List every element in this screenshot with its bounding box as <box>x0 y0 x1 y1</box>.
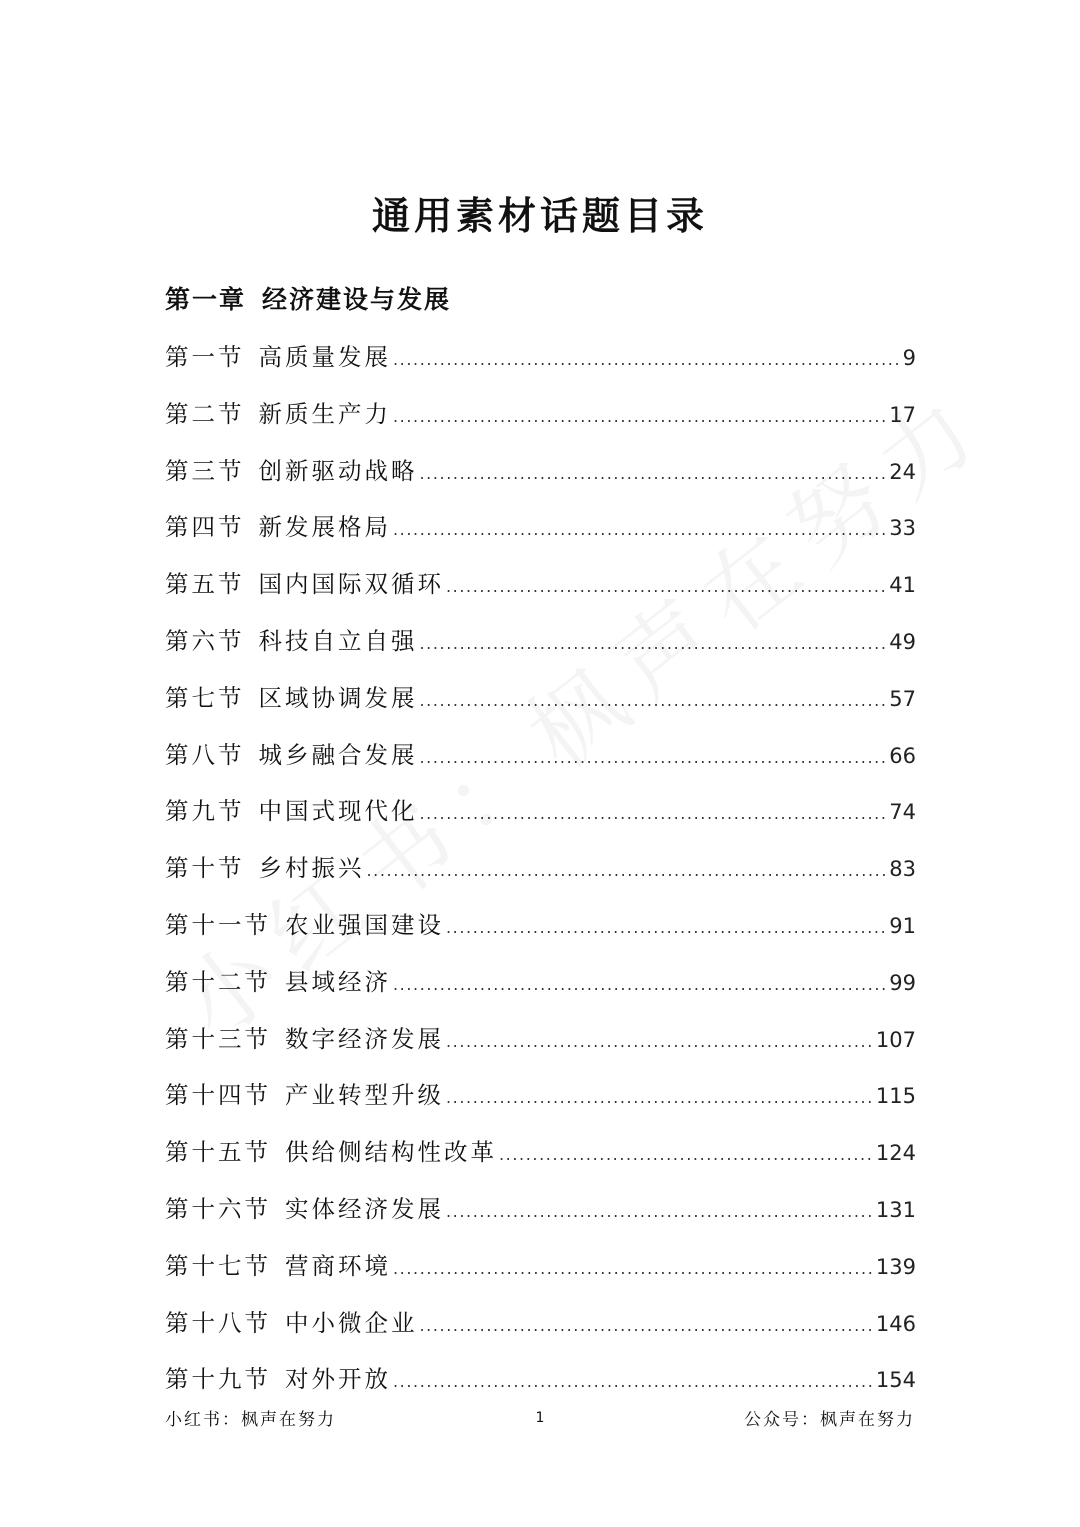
toc-entry-label <box>165 1357 391 1401</box>
toc-dot-leader <box>367 849 888 893</box>
toc-entry-label <box>165 505 391 549</box>
toc-entry[interactable] <box>165 903 916 960</box>
toc-page-number: 115 <box>875 1084 916 1109</box>
toc-entry[interactable] <box>165 449 916 506</box>
toc-entry-label <box>165 960 391 1004</box>
toc-entry[interactable] <box>165 1187 916 1244</box>
toc-dot-leader <box>393 338 901 382</box>
toc-entry-label <box>165 1130 497 1174</box>
toc-entry-label <box>165 1187 444 1231</box>
toc-dot-leader <box>393 395 887 439</box>
toc-section-name: 对外开放 <box>285 1365 391 1394</box>
toc-dot-leader <box>446 1020 874 1064</box>
toc-section-name: 新发展格局 <box>258 513 391 542</box>
toc-dot-leader <box>446 906 887 950</box>
toc-entry[interactable] <box>165 505 916 562</box>
toc-section-name: 实体经济发展 <box>285 1194 444 1223</box>
toc-dot-leader <box>499 1133 874 1177</box>
toc-page-number: 66 <box>889 743 916 768</box>
toc-section-number: 第十四节 <box>165 1081 271 1110</box>
toc-section-name: 中小微企业 <box>285 1308 418 1337</box>
toc-entry[interactable] <box>165 733 916 790</box>
toc-section-number: 第八节 <box>165 740 245 769</box>
chapter-number: 第一章 <box>165 285 247 314</box>
footer-right-text: 公众号：枫声在努力 <box>744 1410 915 1430</box>
toc-entry-label <box>165 903 444 947</box>
toc-page-number: 83 <box>889 857 916 882</box>
toc-entry-label <box>165 846 365 890</box>
toc-page-number: 57 <box>889 686 916 711</box>
toc-entry[interactable] <box>165 960 916 1017</box>
toc-page-number: 131 <box>875 1197 916 1222</box>
toc-dot-leader <box>393 508 887 552</box>
toc-section-name: 数字经济发展 <box>285 1024 444 1053</box>
toc-page-number: 17 <box>889 402 916 427</box>
toc-entry[interactable] <box>165 846 916 903</box>
toc-section-number: 第十二节 <box>165 967 271 996</box>
toc-entry[interactable] <box>165 619 916 676</box>
toc-entry[interactable] <box>165 562 916 619</box>
toc-section-name: 中国式现代化 <box>258 797 418 826</box>
toc-entry-label <box>165 449 418 493</box>
toc-entry[interactable] <box>165 676 916 733</box>
toc-section-number: 第一节 <box>165 343 245 371</box>
toc-section-name: 区域协调发展 <box>258 683 418 712</box>
toc-section-number: 第十一节 <box>165 910 271 939</box>
toc-section-number: 第十七节 <box>165 1251 271 1280</box>
toc-page-number: 49 <box>889 629 916 654</box>
toc-section-name: 供给侧结构性改革 <box>285 1138 497 1167</box>
toc-entry[interactable] <box>165 1130 916 1187</box>
toc-section-name: 新质生产力 <box>258 399 391 428</box>
toc-section-name: 营商环境 <box>285 1251 391 1280</box>
toc-dot-leader <box>446 1076 874 1120</box>
page-title: 通用素材话题目录 <box>371 193 708 238</box>
toc-entry-label <box>165 676 418 720</box>
toc-page-number: 107 <box>875 1027 916 1052</box>
toc-entry-label <box>165 1017 444 1061</box>
toc-entry[interactable] <box>165 335 916 392</box>
toc-section-name: 创新驱动战略 <box>258 456 418 485</box>
toc-dot-leader <box>446 1190 874 1234</box>
toc-page-number: 154 <box>875 1368 916 1393</box>
toc-dot-leader <box>446 565 887 609</box>
toc-section-name: 产业转型升级 <box>285 1081 444 1110</box>
toc-entry-label <box>165 335 391 379</box>
toc-page-number: 146 <box>875 1311 916 1336</box>
toc-dot-leader <box>420 679 888 723</box>
toc-entry-label <box>165 1244 391 1288</box>
toc-entry-label <box>165 789 418 833</box>
toc-dot-leader <box>420 622 888 666</box>
toc-section-number: 第二节 <box>165 399 245 428</box>
toc-entry-label <box>165 733 418 777</box>
chapter-name: 经济建设与发展 <box>262 285 452 314</box>
toc-entry-label <box>165 1301 418 1345</box>
toc-dot-leader <box>393 963 887 1007</box>
toc-section-number: 第十节 <box>165 854 245 883</box>
toc-entry[interactable] <box>165 1244 916 1301</box>
toc-section-number: 第四节 <box>165 513 245 542</box>
toc-section-number: 第七节 <box>165 683 245 712</box>
toc-section-number: 第十五节 <box>165 1138 271 1167</box>
toc-page-number: 91 <box>889 913 916 938</box>
toc-entry-label <box>165 619 418 663</box>
toc-page-number: 139 <box>875 1254 916 1279</box>
toc-entry[interactable] <box>165 1301 916 1358</box>
footer-page-number: 1 <box>535 1410 545 1426</box>
toc-page-number: 41 <box>889 573 916 598</box>
toc-section-name: 农业强国建设 <box>285 910 444 939</box>
toc-entry-label <box>165 562 444 606</box>
toc-page-number: 9 <box>902 346 916 370</box>
toc-page-number: 74 <box>889 800 916 825</box>
toc-entry[interactable] <box>165 1017 916 1074</box>
toc-section-number: 第十九节 <box>165 1365 271 1394</box>
toc-dot-leader <box>393 1360 874 1404</box>
toc-entry[interactable] <box>165 392 916 449</box>
toc-section-name: 高质量发展 <box>258 343 391 371</box>
toc-entry-label <box>165 1073 444 1117</box>
toc-section-number: 第九节 <box>165 797 245 826</box>
footer-left-text: 小红书：枫声在努力 <box>165 1410 336 1430</box>
toc-page-number: 99 <box>889 970 916 995</box>
toc-section-name: 国内国际双循环 <box>258 570 444 599</box>
toc-page-number: 124 <box>875 1141 916 1166</box>
toc-entry[interactable] <box>165 1073 916 1130</box>
toc-dot-leader <box>420 1304 874 1348</box>
toc-entry-label <box>165 392 391 436</box>
toc-section-number: 第六节 <box>165 626 245 655</box>
toc-section-number: 第十八节 <box>165 1308 271 1337</box>
toc-entry[interactable] <box>165 789 916 846</box>
table-of-contents <box>165 335 916 1414</box>
toc-dot-leader <box>420 792 888 836</box>
toc-section-name: 县域经济 <box>285 967 391 996</box>
toc-page-number: 24 <box>889 459 916 484</box>
toc-page-number: 33 <box>889 516 916 541</box>
toc-section-name: 乡村振兴 <box>258 854 365 883</box>
toc-section-number: 第三节 <box>165 456 245 485</box>
toc-dot-leader <box>393 1247 874 1291</box>
toc-dot-leader <box>420 736 888 780</box>
toc-section-name: 城乡融合发展 <box>258 740 418 769</box>
toc-section-name: 科技自立自强 <box>258 626 418 655</box>
toc-dot-leader <box>420 452 888 496</box>
toc-section-number: 第十三节 <box>165 1024 271 1053</box>
toc-section-number: 第五节 <box>165 570 245 599</box>
chapter-heading <box>165 280 451 320</box>
toc-section-number: 第十六节 <box>165 1194 271 1223</box>
